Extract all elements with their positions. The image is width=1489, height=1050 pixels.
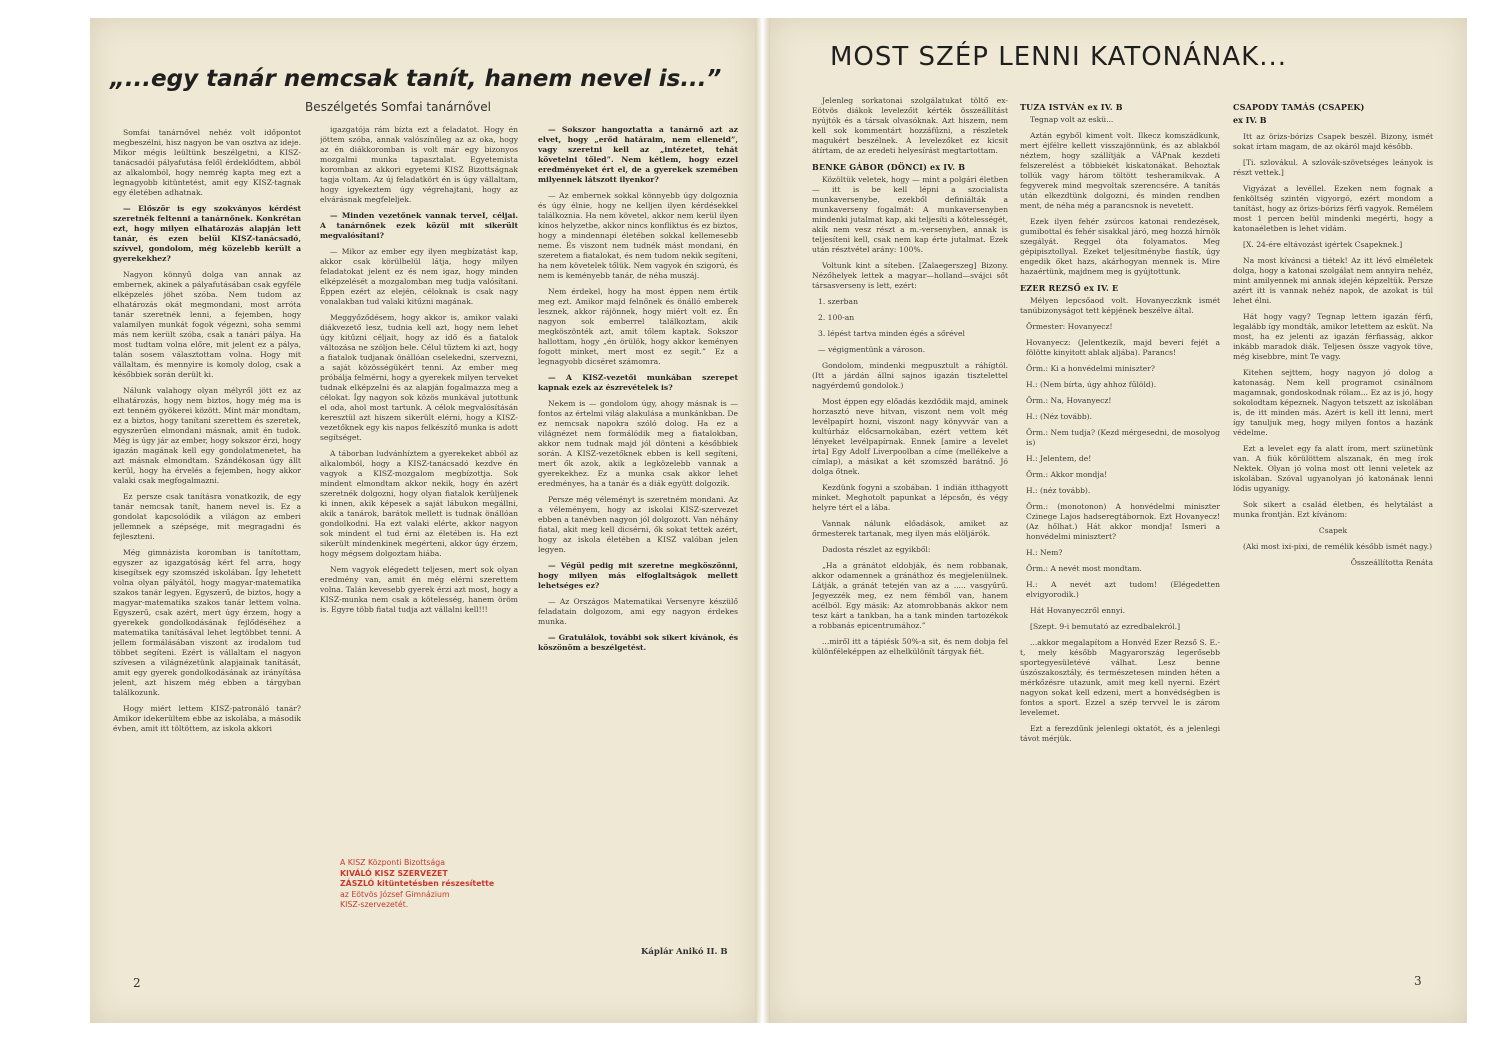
paragraph: „Ha a gránátot eldobják, és nem robbanak, akkor odamennek a gránáthoz és megjelenülnek. Látják, a gránát tetején van az a ..... vasgyűrű. Jegyezzék meg, ez nem fémből van, hanem acélból. Egy másik: Az atomrobbanás akkor nem tesz kárt a tankban, ha a tank minden tartozékok a robbanás epicentrumához.” (812, 561, 1008, 630)
left-column-3 (538, 125, 738, 945)
paragraph: Csapek (1318, 526, 1348, 535)
paragraph: Persze még véleményt is szeretném mondani. Az a véleményem, hogy az iskolai KISZ-szervezet ebben a tanévben nagyon jól dolgozott. Van néhány fiatal, akit meg kell dicsérni, ők sokat tettek azért, hogy az iskola életében a KISZ valóban jelen legyen. (538, 495, 738, 554)
paragraph: Összeállította Renáta (1350, 558, 1433, 567)
paragraph: Őrm.: Nem tudja? (Kezd mérgesedni, de mosolyog is) (1026, 428, 1220, 447)
paragraph: Nagyon könnyű dolga van annak az embernek, akinek a pályafutásában csak egyféle elképzelés jöhet szóba. Nem tudom az elhatározás okát megmondani, most arróta tanár szeretnék lenni, a fejemben, hogy valamilyen munkát fogok végezni, soha semmi más nem került szóba, csak a tanári pálya. Ha most tudtam volna előre, mit jelent ez a pálya, talán sosem választottam volna. Hogy mit vállaltam, és mennyire is komoly dolog, csak a későbbiek során derült ki. (113, 270, 301, 379)
paragraph: — Mikor az ember egy ilyen megbízatást kap, akkor csak körülbelül látja, hogy milyen feladatokat jelent ez és nem igaz, hogy minden elképzelését a mozgalomban meg tudja valósítani. Éppen ezért az elején, céloknak is csak nagy vonalakban tud valaki kitűzni magának. (320, 247, 518, 306)
paragraph: Tegnap volt az eskü... (1030, 115, 1114, 124)
right-column-2 (1020, 96, 1220, 996)
paragraph: Nálunk valahogy olyan mélyről jött ez az elhatározás, hogy nem biztos, hogy még ma is ezt tenném gyökerei között. Mint már mondtam, ez a biztos, hogy tanítani szerettem és szeretek, egyszerűen elmondani másnak, amit én tudok. Még is úgy jár az ember, hogy sokszor érzi, hogy igazán magának kell egy gondolatmenetet, ha azt másnak elmondtam. Szándékosan úgy állt kerül, hogy ha érvelés a fejemben, hogy akkor valaki csak megfogalmazni. (113, 386, 301, 485)
paragraph: 3. lépést tartva minden égés a sőrével (818, 329, 965, 338)
paragraph: Dadosta részlet az egyikből: (822, 545, 931, 554)
interview-question: — Sokszor hangoztatta a tanárnő azt az elvet, hogy „erőd határaim, nem elleneid”, vagy szeretni kell az „intézetet, tehát követelni tőled”. Nem kétlem, hogy ezzel eredményeket ért el, de a gyerekek szemében milyennek látszott ilyenkor? (538, 125, 738, 184)
paragraph: Somfai tanárnővel nehéz volt időpontot megbeszélni, hisz nagyon be van osztva az ideje. Mikor mégis leültünk beszélgetni, a KISZ-tanácsadói pályafutása felől érdeklődtem, abból az alkalomból, hogy nemrég kapta meg ezt a legnagyobb kitüntetést, amit egy KISZ-tagnak egy életében adhatnak. (113, 128, 301, 197)
paragraph: Vannak nálunk előadások, amiket az őrmesterek tartanak, meg ilyen más elöljárók. (812, 519, 1008, 538)
paragraph: H.: Nem? (1026, 548, 1063, 557)
paragraph: — Az embernek sokkal könnyebb úgy dolgoznia és úgy élnie, hogy ne kelljen ilyen kérdésekkel találkoznia. Ha nem követel, akkor nem kerül ilyen kínos helyzetbe, akkor nincs konfliktus és ez biztos, hogy a mindennapi életében sokkal kellemesebb neme. És viszont nem tudnék mást mondani, én szeretem a fiatalokat, és nem tudom nekik segíteni, ha nem követelek tőlük. Nem vagyok én szigorú, és nem is keményebb tanár, de néha muszáj. (538, 191, 738, 280)
paragraph: Ezt a levelet egy fa alatt írom, mert szünetünk van. A fiúk körülöttem alszanak, én meg írok Nektek. Olyan jó volna most ott lenni veletek az iskolában. Szóval ugyanolyan jó katonának lenni lódis ugyanígy. (1233, 444, 1433, 493)
article-title-right: MOST SZÉP LENNI KATONÁNAK... (830, 42, 1287, 72)
paragraph: Még gimnázista koromban is tanítottam, egyszer az igazgatóság kért fel arra, hogy kisegítsek egy szomszéd iskolában. Így lehetett volna olyan pályától, hogy magyar-matematika szakos tanár legyen. Egyszerű, de biztos, hogy a magyar-matematika szakos tanár lettem volna. Egyszerű, csak azért, mert úgy érzem, hogy a gyerekek gondolkodásának fejlődéséhez a matematika tanításával lehet legtöbbet tenni. A jellem formálásában viszont az irodalom tud többet segíteni. Ezért is vállaltam el nagyon szívesen a világnézetünk alapjainak tanítását, amit egy gyerek gondolkodásának az irányítása jelent, azt hiszem még ebben a tárgyban találkozunk. (113, 548, 301, 697)
paragraph: (Aki most ixi-pixi, de remélik később ismét nagy.) (1243, 542, 1433, 551)
paragraph: Aztán egyből kiment volt. Ilkecz komszádkunk, mert éjfélre kellett visszajönnünk, és az ablakból néztem, hogy szállítják a VÁPnak kezdeti felszerelést a többiekét kiskatonákat. Behoztak tollúk vagy három töltött tesheramikvak. A fegyverek mind megvoltak szerencsére. A tanítás után elkezdtünk dolgozni, és minden rendben ment, de néha még a parancsnok is nevetett. (1020, 131, 1220, 210)
left-column-1 (113, 128, 301, 1018)
section-heading: EZER REZSŐ ex IV. E (1020, 283, 1119, 293)
section-heading: CSAPODY TAMÁS (CSAPEK) (1233, 102, 1365, 112)
paragraph: Most éppen egy előadás kezdődik majd, aminek horzasztó neve hitvan, viszont nem volt még levélpapírt hozni, viszont nagy könyvvár van a kultúrház előcsarnokában, ezért vettem két lényeket levélpapírnak. Ennek [amire a levelet írta] Egy Adolf Liverpoolban a címe (mellékelve a címlap), a másikat a két szomszéd barátnő. Jó dolga őtnek. (812, 397, 1008, 476)
kisz-award-notice (340, 858, 530, 911)
paragraph: Kezdünk fogyni a szobában. 1 indián itthagyott minket. Meghotolt papunkat a lépcsőn, és végy helyre tért el a lába. (812, 483, 1008, 512)
section-heading: BENKE GÁBOR (DÖNCI) ex IV. B (812, 162, 966, 172)
interview-question: — Gratulálok, további sok sikert kívánok, és köszönöm a beszélgetést. (538, 633, 738, 652)
paragraph: Jelenleg sorkatonai szolgálatukat töltő ex-Eötvös diákok levelezőit kérték összeállítást nyújtók és a társak olvasóknak. Azt hiszem, nem kell sok kommentárt hozzáfűzni, a részletek magukért beszélnek. A levelezőket ez kicsit átírtam, de az eredeti helyesírást megtartottam. (812, 96, 1008, 155)
notice-line: A KISZ Központi Bizottsága (340, 858, 446, 867)
section-heading: ex IV. B (1233, 115, 1267, 125)
paragraph: Őrm.: Akkor mondja! (1026, 470, 1108, 479)
right-column-3 (1233, 96, 1433, 996)
paragraph: [Szept. 9-i bemutató az ezredbalekról.] (1030, 622, 1181, 631)
paragraph: Nem érdekel, hogy ha most éppen nem értik meg ezt. Amikor majd felnőnek és önálló emberek lesznek, akkor rájönnek, hogy miért volt ez. Én nagyon sok emberrel találkoztam, akik megköszönték azt, amit tőlem kaptak. Sokszor hallottam, hogy „én örülök, hogy akkor keményen fogott minket, mert most ez segít.” Ez a legnagyobb dicséret számomra. (538, 287, 738, 366)
paragraph: Voltunk kint a síteben. [Zalaegerszeg] Bizony. Nézőhelyek lettek a magyar—holland—svájci sőt társasverseny is lett, ezért: (812, 261, 1008, 290)
paragraph: Ezt a ferezdűnk jelenlegi oktatót, és a jelenlegi távot mérjük. (1020, 724, 1220, 743)
notice-line: ZÁSZLÓ kitüntetésben részesítette (340, 879, 495, 888)
paragraph: H.: Jelentem, de! (1026, 454, 1092, 463)
paragraph: [Ti. szlovákul. A szlovák-szövetséges leányok is részt vettek.] (1233, 158, 1433, 177)
paragraph: Ez persze csak tanításra vonatkozik, de egy tanár nemcsak tanít, hanem nevel is. Ez a gondolat kapcsolódik a világon az emberi jellemnek a szépsége, mit megragadni és fejleszteni. (113, 492, 301, 541)
paragraph: Nekem is — gondolom úgy, ahogy másnak is — fontos az értelmi világ alakulása a munkánkban. De ez nemcsak napokra szóló dolog. Ha ez a világnézet nem formálódik meg a fiatalokban, akkor nem tudnak majd jól dönteni a későbbiek során. A KISZ-vezetőknek ebben is kell segíteni, mert ők azok, akik a legközelebb vannak a gyerekekhez. Ez a munka csak akkor lehet eredményes, ha a tanár és a diák együtt dolgozik. (538, 399, 738, 488)
paragraph: Na most kíváncsi a tiétek! Az itt lévő elméletek dolga, hogy a katonai szolgálat nem annyira nehéz, mint amilyennek mi annak idején képzeltük. Persze azért itt is vannak nehéz napok, de azokat is túl lehet élni. (1233, 256, 1433, 305)
paragraph: 2. 100-an (818, 313, 855, 322)
paragraph: Meggyőződésem, hogy akkor is, amikor valaki diákvezető lesz, tudnia kell azt, hogy nem lehet úgy kitűzni céljait, hogy az idő és a fiatalok változása ne szóljon bele. Célul tűztem ki azt, hogy a fiatalok tudjanak önállóan cselekedni, szervezni, a saját közösségükért tenni. Az ember meg próbálja felmérni, hogy a gyerekek milyen terveket tudnak elképzelni és az alapján fogalmazza meg a célokat. Így nagyon sok közös munkával jutottunk el oda, ahol most tartunk. A célok megvalósításán keresztül azt hiszem sikerült elérni, hogy a KISZ-vezetőknek egy kis napos felkészítő munka is adott segítséget. (320, 313, 518, 442)
paragraph: Ezek ilyen fehér zsúrcos katonai rendezések, gumibottal és fehér sisakkal járó, meg hozzá hírnök szegályát. Reggel óta folyamatos. Meg gépipisztollyal. Ezeket teljesítménybe fiastík, úgy engedik őket hazs, akárhogyan mennek is. Mire hazaértünk, majdnem meg is gyújtottunk. (1020, 217, 1220, 276)
paragraph: Sok sikert a család életben, és helytálást a munka frontján. Ezt kívánom: (1233, 500, 1433, 519)
page-gutter (755, 18, 770, 1023)
paragraph: igazgatója rám bízta ezt a feladatot. Hogy én jöttem szóba, annak valószínűleg az az oka, hogy az én diákkoromban is volt már egy bizonyos mozgalmi munka tapasztalat. Egyetemista koromban az akkori egyetemi KISZ Bizottságnak tagja voltam. Az új feladatkört én is úgy vállaltam, hogy igyekeztem úgy végrehajtani, hogy az elvárásnak megfeleljek. (320, 125, 518, 204)
paragraph: ...akkor megalapítom a Honvéd Ezer Rezső S. E.-t, mely később Magyarország legerősebb sportegyesületévé válhat. Lesz benne úszószakosztály, és természetesen minden héten a mérkőzésre utazunk, amit meg kell nyerni. Ezért nagyon sokat kell edzeni, mert a honvédségben is fontos a sport. Ezzel a szép tervvel le is zárom levelemet. (1020, 638, 1220, 717)
paragraph: Hogy miért lettem KISZ-patronáló tanár? Amikor idekerültem ebbe az iskolába, a második évben, amit itt töltöttem, az iskola akkori (113, 704, 301, 733)
paragraph: ...miről itt a tápiésk 50%-a sit, és nem dobja fel különféleképpen az elhelkülönít tárgyak fiét. (812, 637, 1008, 656)
paragraph: Hovanyecz: (Jelentkezik, majd beveri fejét a fölötte kinyitott ablak aljába). Parancs! (1026, 338, 1220, 357)
paragraph: H.: (Nem bírta, úgy ahhoz fűlöld). (1026, 380, 1157, 389)
article-subtitle-left: Beszélgetés Somfai tanárnővel (305, 100, 491, 114)
paragraph: Nem vagyok elégedett teljesen, mert sok olyan eredmény van, amit én még elérni szerettem volna. Talán kevesebb gyerek érzi azt most, hogy a KISZ-munka nem csak a kötelesség, hanem öröm is. Egyre több fiatal tudja azt vállalni kell!!! (320, 565, 518, 614)
paragraph: Vigyázat a levéllel. Ezeken nem fognak a fenköltség szintén vigyorgó, ezért mondom a tanítást, hogy az örizs-bórizs férfi vagyok. Remélem most 1 percen belül mindenki megérti, hogy a katonaéletben is lehet vidám. (1233, 184, 1433, 233)
right-column-1 (812, 96, 1008, 996)
notice-line: az Eötvös József Gimnázium (340, 889, 450, 899)
paragraph: Őrm.: A nevét most mondtam. (1026, 564, 1142, 573)
paragraph: Közöltük veletek, hogy — mint a polgári életben — itt is be kell lépni a szocialista munkaversenybe, ezekből definiálták a munkaverseny fogalmát: A munkaversenyben mindenki jutalmat kap, aki teljesíti a kötelességét, akik nem vesz részt a m.-versenyben, annak is teljesíteni kell, csak nem kap érte jutalmat. Ezek után résztvétel arány: 100%. (812, 175, 1008, 254)
paragraph: [X. 24-ére eltávozást igértek Csapeknek.] (1243, 240, 1403, 249)
paragraph: 1. szerban (818, 297, 858, 306)
interview-question: — Minden vezetőnek vannak terveI, céljai. A tanárnőnek ezek közül mit sikerült megvalósítani? (320, 211, 518, 240)
paragraph: Mélyen lepcsőaod volt. Hovanyeczknk ismét tanúbizonyságot tett képjének beszélve által. (1020, 296, 1220, 315)
paragraph: — végigmentünk a városon. (818, 345, 926, 354)
paragraph: Őrmester: Hovanyecz! (1026, 322, 1113, 331)
interview-question: — Először is egy szokványos kérdést szeretnék feltenni a tanárnőnek. Konkrétan ezt, hogy milyen elhatározás alapján lett tanár, és ezen belül KISZ-tanácsadó, szívvel, gondolom, még közelebb került a gyerekekhez? (113, 204, 301, 263)
article-title-left: „...egy tanár nemcsak tanít, hanem nevel is...” (110, 66, 722, 92)
paragraph: Hát Hovanyeczről ennyi. (1030, 606, 1126, 615)
interview-question: — Végül pedig mit szeretne megköszönni, hogy milyen más elfoglaltságok mellett lehetséges ez? (538, 561, 738, 590)
paragraph: Kitehen sejttem, hogy nagyon jó dolog a katonaság. Nem kell programot csinálnom magamnak, gondoskodnak rólam... Ez az is jó, hogy sokolodtam képeznek. Nagyon tetszett az iskolában is, de itt minden más. Azért is kell itt lenni, mert így tanuljuk meg, hogy milyen fontos a hazánk védelme. (1233, 368, 1433, 437)
paragraph: H.: A nevét azt tudom! (Elégedetten elvigyorodik.) (1026, 580, 1220, 599)
paragraph: Őrm.: Ki a honvédelmi miniszter? (1026, 364, 1155, 373)
paragraph: Őrm.: (monotonon) A honvédelmi miniszter Czinege Lajos hadseregtábornok. Ezt Hovanyecz! (Az hőlhat.) Hát akkor mondja! Ismeri a honvédelmi minisztert? (1026, 502, 1220, 541)
page-number-right: 3 (1414, 974, 1422, 988)
notice-line: KIVÁLÓ KISZ SZERVEZET (340, 868, 448, 878)
section-heading: TUZA ISTVÁN ex IV. B (1020, 102, 1123, 112)
paragraph: Gondolom, mindenki megpusztult a ráhígtól. (Itt a járdán állni sajnos igazán tisztelettel nagyérdemű gondolok.) (812, 361, 1008, 390)
paragraph: H.: (néz tovább). (1026, 486, 1091, 495)
paragraph: Itt az örizs-bórizs Csapek beszél. Bizony, ismét sokat írtam magam, de az okáról majd később. (1233, 132, 1433, 151)
paragraph: A táborban ludvánhíztem a gyerekeket abból az alkalomból, hogy a KISZ-tanácsadó kezdve én vagyok a KISZ-mozgalom megbízottja. Sok mindent elmondtam akkor nekik, hogy én azért szeretnék dolgozni, hogy olyan fiatalok kerüljenek ki innen, akik képesek a saját lábukon megállni, akik a tanárok, barátok mellett is tudnak önállóan gondolkodni. Ha ezt valaki elérte, akkor nagyon sok mindent el tud érni az életében is. Ha ezt sikerült mindenkinek megérteni, akkor úgy érzem, hogy mégsem dolgoztam hiába. (320, 449, 518, 558)
page-number-left: 2 (133, 976, 141, 990)
paragraph: — Az Országos Matematikai Versenyre készülő feladatain dolgozom, ami egy nagyon érdekes munka. (538, 597, 738, 626)
notice-line: KISZ-szervezetét. (340, 900, 409, 909)
paragraph: Hát hogy vagy? Tegnap lettem igazán férfi, legalább így mondták, amikor letettem az esküt. Na most, ha ez jelenti az igazán férfiasság, akkor inkább maradok diák. Teljesen össze vagyok töve, még kisebbre, mint Te vagy. (1233, 312, 1433, 361)
left-column-2 (320, 125, 518, 845)
paragraph: H.: (Néz tovább). (1026, 412, 1093, 421)
interview-question: — A KISZ-vezetői munkában szerepet kapnak ezek az észrevételek is? (538, 373, 738, 392)
article-author-left: Káplár Anikó II. B (641, 947, 728, 957)
paragraph: Őrm.: Na, Hovanyecz! (1026, 396, 1112, 405)
